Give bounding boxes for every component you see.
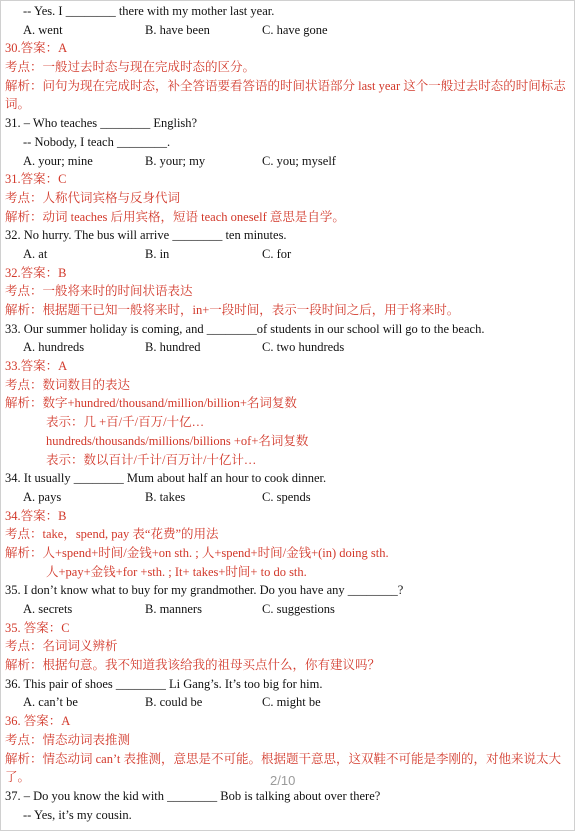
option-b: B. in bbox=[145, 246, 170, 261]
answer-line: 解析：数字+hundred/thousand/million/billion+名词复数 bbox=[5, 396, 297, 411]
answer-options bbox=[5, 488, 573, 507]
answer-options bbox=[5, 693, 573, 712]
question-line: 37. – Do you know the kid with ________ Bob is talking about over there? bbox=[5, 788, 381, 803]
answer-line: 35. 答案：C bbox=[5, 620, 70, 635]
option-c: C. suggestions bbox=[262, 602, 335, 617]
question-line: 36. This pair of shoes ________ Li Gang’s. It’s too big for him. bbox=[5, 676, 323, 691]
answer-detail-line: 人+pay+金钱+for +sth. ; It+ takes+时间+ to do sth. bbox=[46, 564, 307, 579]
option-c: C. two hundreds bbox=[262, 340, 345, 355]
option-b: B. could be bbox=[145, 695, 203, 710]
option-a: A. went bbox=[23, 22, 63, 37]
dialogue-line: -- Yes. I ________ there with my mother last year. bbox=[23, 4, 275, 18]
option-b: B. have been bbox=[145, 22, 210, 37]
answer-line: 考点：一般将来时的时间状语表达 bbox=[5, 284, 193, 299]
option-a: A. secrets bbox=[23, 602, 73, 617]
page-number: 2/10 bbox=[270, 773, 296, 788]
option-a: A. hundreds bbox=[23, 340, 85, 355]
answer-line: 考点：情态动词表推测 bbox=[5, 732, 131, 747]
answer-line: 30.答案：A bbox=[5, 41, 68, 56]
option-c: C. have gone bbox=[262, 22, 328, 37]
option-b: B. your; my bbox=[145, 153, 206, 168]
answer-line: 考点：名词词义辨析 bbox=[5, 639, 118, 654]
option-c: C. spends bbox=[262, 489, 311, 504]
answer-options bbox=[5, 600, 573, 619]
dialogue-line: -- Yes, it’s my cousin. bbox=[23, 807, 132, 822]
question-line: 33. Our summer holiday is coming, and ________of students in our school will go to the beach. bbox=[5, 321, 485, 336]
dialogue-line: -- Nobody, I teach ________. bbox=[23, 134, 171, 149]
answer-line: 33.答案：A bbox=[5, 359, 68, 374]
answer-line: 考点：一般过去时态与现在完成时态的区分。 bbox=[5, 60, 256, 75]
option-a: A. pays bbox=[23, 489, 62, 504]
answer-detail-line: 表示：数以百计/千计/百万计/十亿计… bbox=[46, 452, 257, 467]
question-line: 35. I don’t know what to buy for my grandmother. Do you have any ________? bbox=[5, 583, 404, 598]
option-b: B. hundred bbox=[145, 340, 201, 355]
document-body bbox=[5, 2, 573, 824]
answer-line: 解析：人+spend+时间/金钱+on sth. ; 人+spend+时间/金钱+(in) doing sth. bbox=[5, 545, 389, 560]
answer-line: 解析：根据句意。我不知道我该给我的祖母买点什么，你有建议吗？ bbox=[5, 658, 381, 673]
option-c: C. you; myself bbox=[262, 153, 336, 168]
answer-line: 36. 答案：A bbox=[5, 714, 71, 729]
option-a: A. at bbox=[23, 246, 48, 261]
answer-options bbox=[5, 21, 573, 40]
question-line: 31. – Who teaches ________ English? bbox=[5, 116, 198, 131]
option-c: C. might be bbox=[262, 695, 321, 710]
option-a: A. can’t be bbox=[23, 695, 78, 710]
answer-line: 考点：数词数目的表达 bbox=[5, 377, 131, 392]
answer-line: 解析：根据题干已知一般将来时，in+一段时间，表示一段时间之后，用于将来时。 bbox=[5, 303, 460, 318]
answer-options bbox=[5, 245, 573, 264]
answer-line: 考点：take，spend, pay 表“花费”的用法 bbox=[5, 527, 219, 542]
answer-detail-line: hundreds/thousands/millions/billions +of+名词复数 bbox=[46, 433, 309, 448]
answer-line: 考点：人称代词宾格与反身代词 bbox=[5, 190, 181, 205]
question-line: 34. It usually ________ Mum about half an hour to cook dinner. bbox=[5, 471, 327, 486]
option-b: B. takes bbox=[145, 489, 186, 504]
option-c: C. for bbox=[262, 246, 292, 261]
answer-options bbox=[5, 338, 573, 357]
question-line: 32. No hurry. The bus will arrive ________ ten minutes. bbox=[5, 228, 287, 243]
answer-line: 31.答案：C bbox=[5, 172, 67, 187]
answer-explanation: 解析：问句为现在完成时态，补全答语要看答语的时间状语部分 last year 这个一般过去时态的时间标志词。 bbox=[5, 78, 566, 112]
answer-line: 解析：动词 teaches 后用宾格，短语 teach oneself 意思是自学。 bbox=[5, 209, 345, 224]
answer-options bbox=[5, 152, 573, 171]
answer-line: 34.答案：B bbox=[5, 508, 67, 523]
answer-explanation: 解析：情态动词 can’t 表推测，意思是不可能。根据题干意思，这双鞋不可能是李刚的，对他来说太大了。 bbox=[5, 751, 562, 785]
answer-line: 32.答案：B bbox=[5, 265, 67, 280]
answer-detail-line: 表示：几 +百/千/百万/十亿… bbox=[46, 415, 205, 430]
option-a: A. your; mine bbox=[23, 153, 93, 168]
option-b: B. manners bbox=[145, 602, 202, 617]
